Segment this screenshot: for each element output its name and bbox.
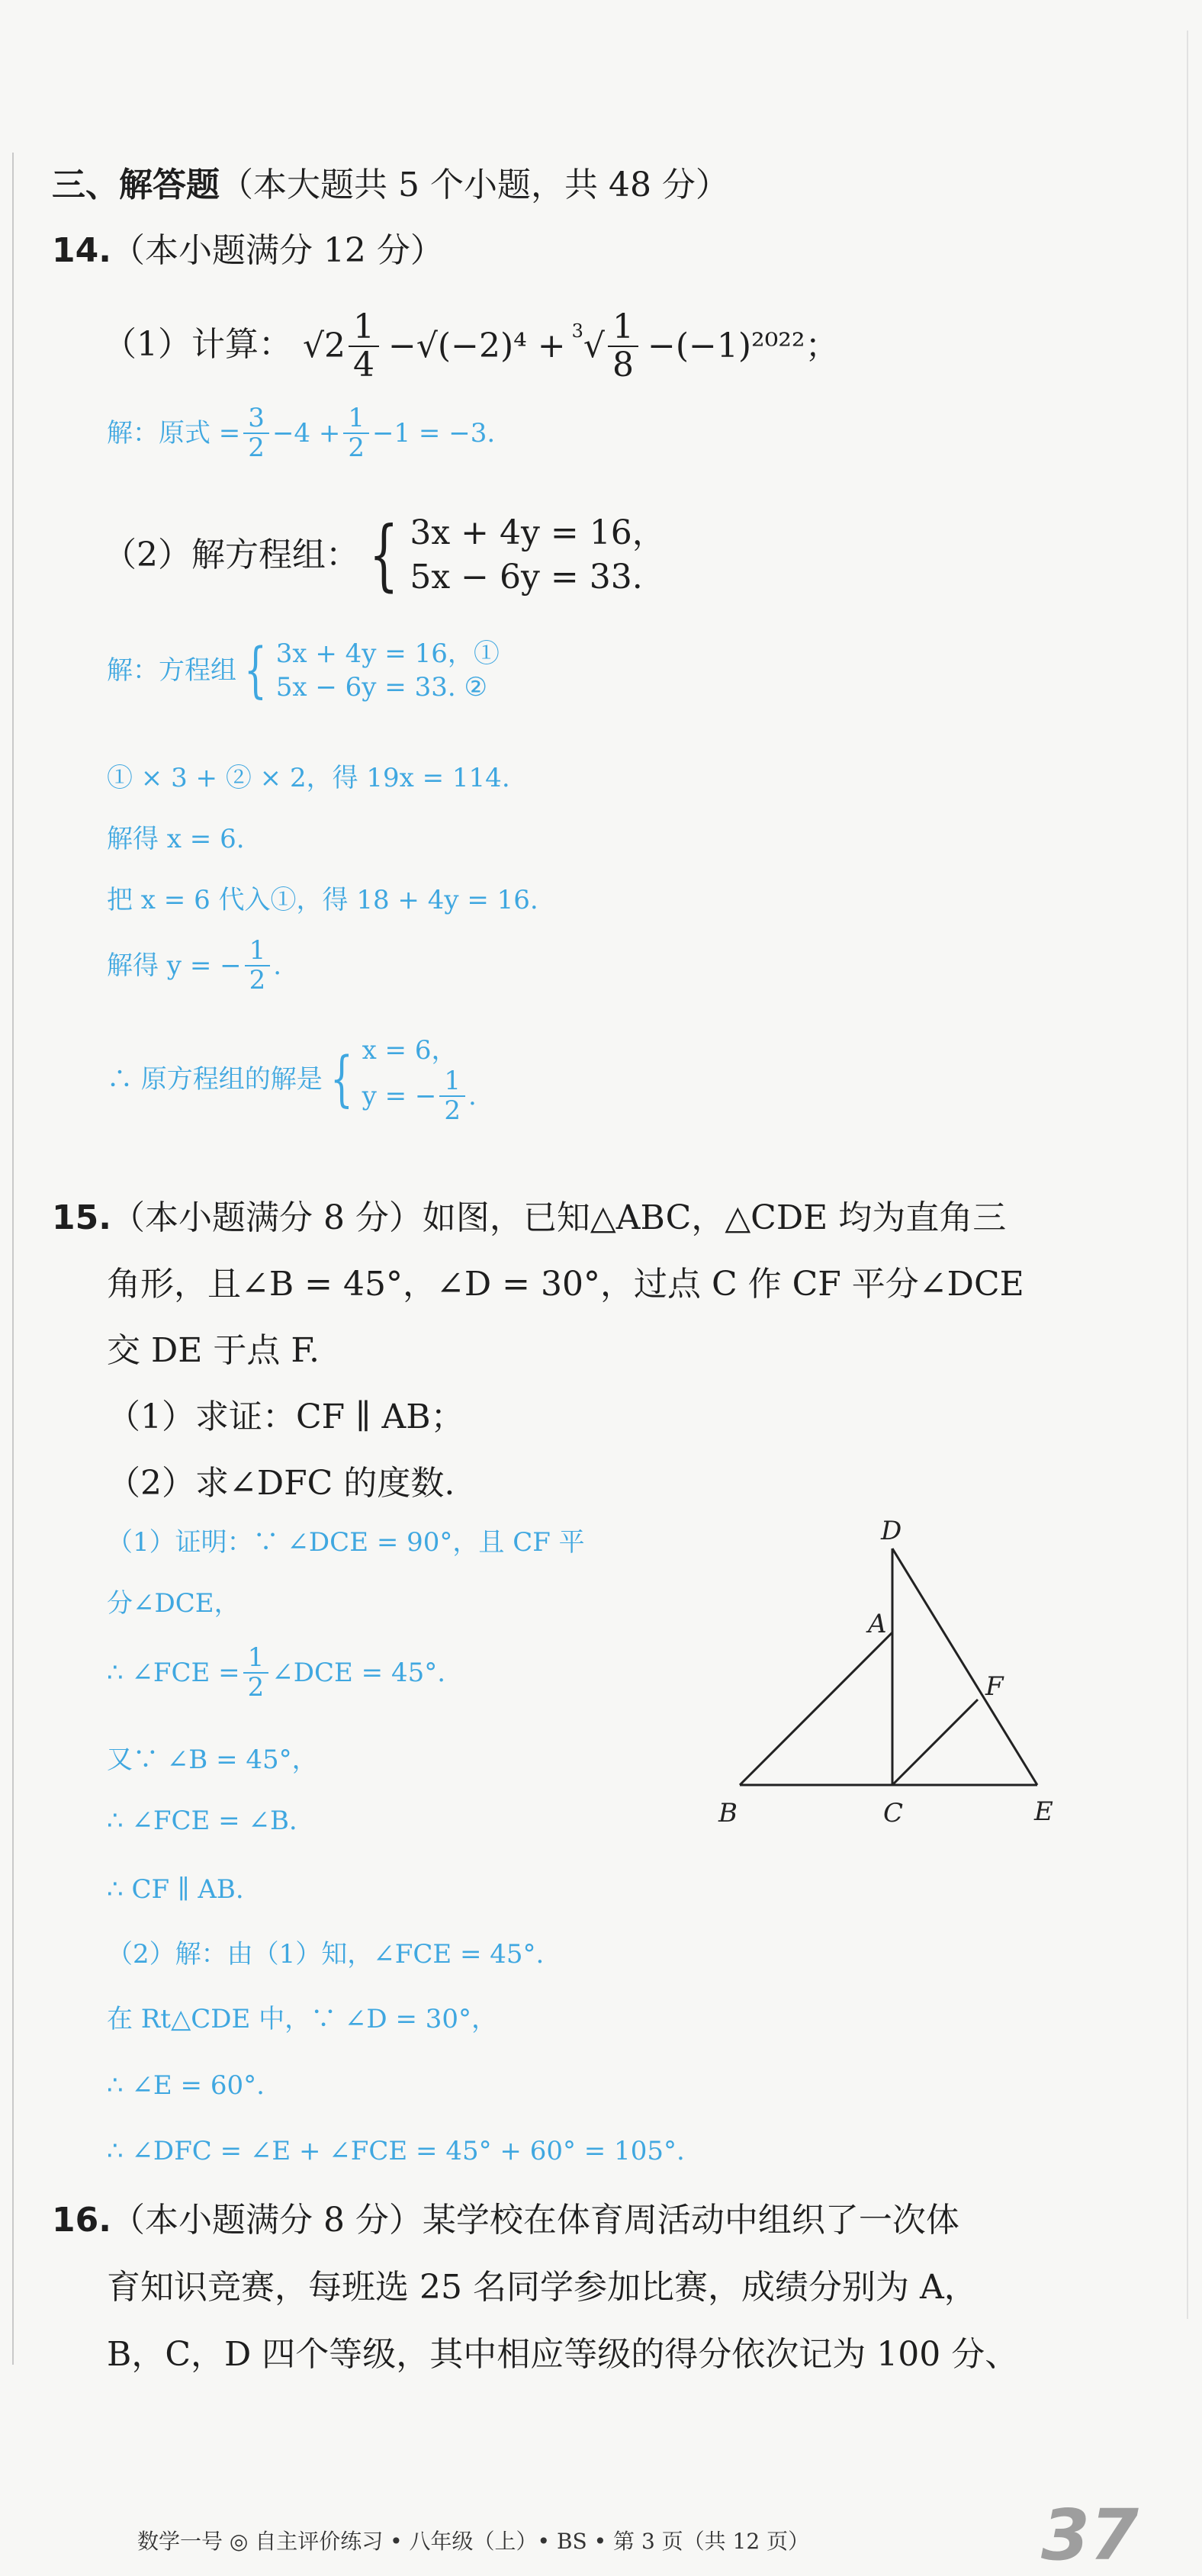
q15-number: 15. (52, 1198, 111, 1237)
q15-answer-8: 在 Rt△CDE 中，∵ ∠D = 30°， (107, 2004, 498, 2034)
answer-tail: ∠DCE = 45°. (272, 1658, 446, 1689)
q16-line-2: 育知识竞赛，每班选 25 名同学参加比赛，成绩分别为 A， (107, 2268, 978, 2307)
page-footer: 数学一号 ◎ 自主评价练习 • 八年级（上）• BS • 第 3 页（共 12 页） (137, 2529, 810, 2554)
q16-number: 16. (52, 2201, 111, 2240)
label-F: F (985, 1671, 1004, 1702)
system-line (107, 637, 500, 704)
q15-line-1 (52, 1196, 1006, 1240)
frac-den: 2 (249, 965, 266, 996)
q16-line-1 (52, 2198, 959, 2243)
q15-text-1: （本小题满分 8 分）如图，已知△ABC，△CDE 均为直角三 (111, 1198, 1007, 1237)
right-margin-rule (1187, 31, 1188, 2319)
expr-sqrt: √2 (303, 326, 346, 366)
label-B: B (718, 1798, 738, 1828)
frac-den: 2 (247, 1672, 265, 1703)
answer-line-3: 把 x = 6 代入①，得 18 + 4y = 16. (107, 885, 538, 915)
figure-lines (740, 1548, 1037, 1785)
answer-line (107, 404, 495, 463)
q16-line-3: B，C，D 四个等级，其中相应等级的得分依次记为 100 分、 (107, 2335, 1019, 2374)
q14-part1-answer (107, 404, 495, 463)
label-D: D (881, 1518, 902, 1546)
expr-tail: −(−1)²⁰²²； (647, 326, 839, 366)
q14-part1-label: （1）计算： (103, 324, 292, 364)
solution-y-frac (439, 1067, 465, 1126)
frac-den: 2 (444, 1095, 461, 1127)
equation-2: 5x − 6y = 33. (410, 558, 643, 597)
answer-mid: −4 + (272, 418, 341, 449)
q15-answer-7: （2）解：由（1）知，∠FCE = 45°. (107, 1939, 545, 1970)
answer-line-4 (107, 937, 281, 995)
frac-den: 2 (348, 433, 365, 464)
answer-eq1: 3x + 4y = 16，① (275, 638, 500, 669)
q15-answer-4: 又∵ ∠B = 45°， (107, 1745, 318, 1775)
expr-fraction-2 (608, 309, 638, 384)
answer-line (107, 1644, 445, 1703)
frac-num: 1 (245, 937, 271, 966)
answer-tail: −1 = −3. (372, 418, 496, 449)
left-margin-rule (12, 153, 14, 2365)
expr-middle: −√(−2)⁴ + (388, 326, 566, 366)
q15-answer-9: ∴ ∠E = 60°. (107, 2070, 265, 2101)
frac-den: 8 (612, 346, 634, 385)
q16-text-1: （本小题满分 8 分）某学校在体育周活动中组织了一次体 (111, 2201, 959, 2240)
q14-score: （本小题满分 12 分） (111, 231, 444, 270)
answer-line-1: ① × 3 + ② × 2，得 19x = 114. (107, 763, 510, 793)
answer-frac (245, 937, 271, 995)
solution-x: x = 6， (362, 1035, 458, 1066)
page-number: 37 (1041, 2494, 1139, 2576)
q15-answer-10: ∴ ∠DFC = ∠E + ∠FCE = 45° + 60° = 105°. (107, 2136, 685, 2166)
answer-line (107, 937, 281, 995)
frac-den: 2 (248, 433, 265, 464)
answer-line-2: 解得 x = 6. (107, 824, 245, 854)
q14-part2-label: （2）解方程组： (103, 535, 359, 574)
answer-frac-1 (243, 404, 269, 463)
q14-part1 (103, 309, 839, 384)
solution-y-tail: . (468, 1081, 477, 1112)
q15-answer-3 (107, 1644, 445, 1703)
solution-y (362, 1067, 477, 1126)
frac-num: 1 (343, 404, 369, 434)
answer-tail: . (273, 950, 282, 982)
q15-answer-2: 分∠DCE， (107, 1588, 240, 1619)
q14-part2 (103, 511, 666, 600)
frac-num: 1 (439, 1067, 465, 1097)
system-lines (276, 637, 500, 704)
solution-y-lead: y = − (362, 1081, 437, 1112)
label-C: C (883, 1798, 904, 1828)
segment-CF (892, 1700, 978, 1785)
brace-icon: { (243, 635, 267, 705)
cube-root-index: 3 (571, 320, 583, 342)
answer-lead: 解：方程组 (107, 655, 236, 686)
expr-fraction-1 (349, 309, 379, 384)
solution-system (323, 1034, 477, 1126)
q15-part2: （2）求∠DFC 的度数. (107, 1464, 455, 1503)
q15-answer-1: （1）证明：∵ ∠DCE = 90°，且 CF 平 (107, 1527, 585, 1558)
answer-lead: ∴ ∠FCE = (107, 1658, 240, 1689)
answer-lead: 解：原式 = (107, 418, 241, 449)
system-lines (410, 511, 665, 600)
q14-heading (52, 229, 444, 273)
q15-part1: （1）求证：CF ∥ AB； (107, 1397, 464, 1436)
q14-part1-expression (303, 309, 839, 384)
section-title: 三、解答题 (52, 166, 220, 204)
answer-line-5 (107, 1034, 477, 1126)
root-sign: √ (583, 326, 605, 366)
answer-eq2: 5x − 6y = 33. ② (275, 672, 487, 703)
frac-num: 3 (243, 404, 269, 434)
answer-lead: ∴ 原方程组的解是 (107, 1064, 323, 1095)
answer-system (236, 637, 500, 704)
equation-system (359, 511, 666, 600)
q15-line-3: 交 DE 于点 F. (107, 1331, 320, 1370)
q15-geometry-figure (686, 1518, 1083, 1838)
system-lines (362, 1034, 477, 1126)
label-E: E (1034, 1796, 1053, 1827)
brace-icon: { (368, 510, 399, 600)
label-A: A (868, 1609, 887, 1639)
equation-1: 3x + 4y = 16， (410, 513, 666, 552)
answer-lead: 解得 y = − (107, 950, 242, 982)
segment-AB (740, 1632, 892, 1785)
q15-answer-6: ∴ CF ∥ AB. (107, 1874, 244, 1905)
brace-icon: { (329, 1044, 353, 1114)
q15-answer-5: ∴ ∠FCE = ∠B. (107, 1806, 297, 1836)
answer-frac-2 (343, 404, 369, 463)
section-heading (52, 163, 729, 207)
frac-den: 4 (353, 346, 375, 385)
frac-num: 1 (608, 309, 638, 347)
system-line (103, 511, 666, 600)
segment-DE (892, 1548, 1037, 1785)
answer-frac (243, 1644, 269, 1703)
frac-num: 1 (349, 309, 379, 347)
answer-line (107, 1034, 477, 1126)
q15-line-2: 角形，且∠B = 45°，∠D = 30°，过点 C 作 CF 平分∠DCE (107, 1265, 1024, 1304)
section-note: （本大题共 5 个小题，共 48 分） (220, 166, 729, 204)
q14-number: 14. (52, 231, 111, 270)
frac-num: 1 (243, 1644, 269, 1674)
q14-part2-answer-system (107, 637, 500, 704)
